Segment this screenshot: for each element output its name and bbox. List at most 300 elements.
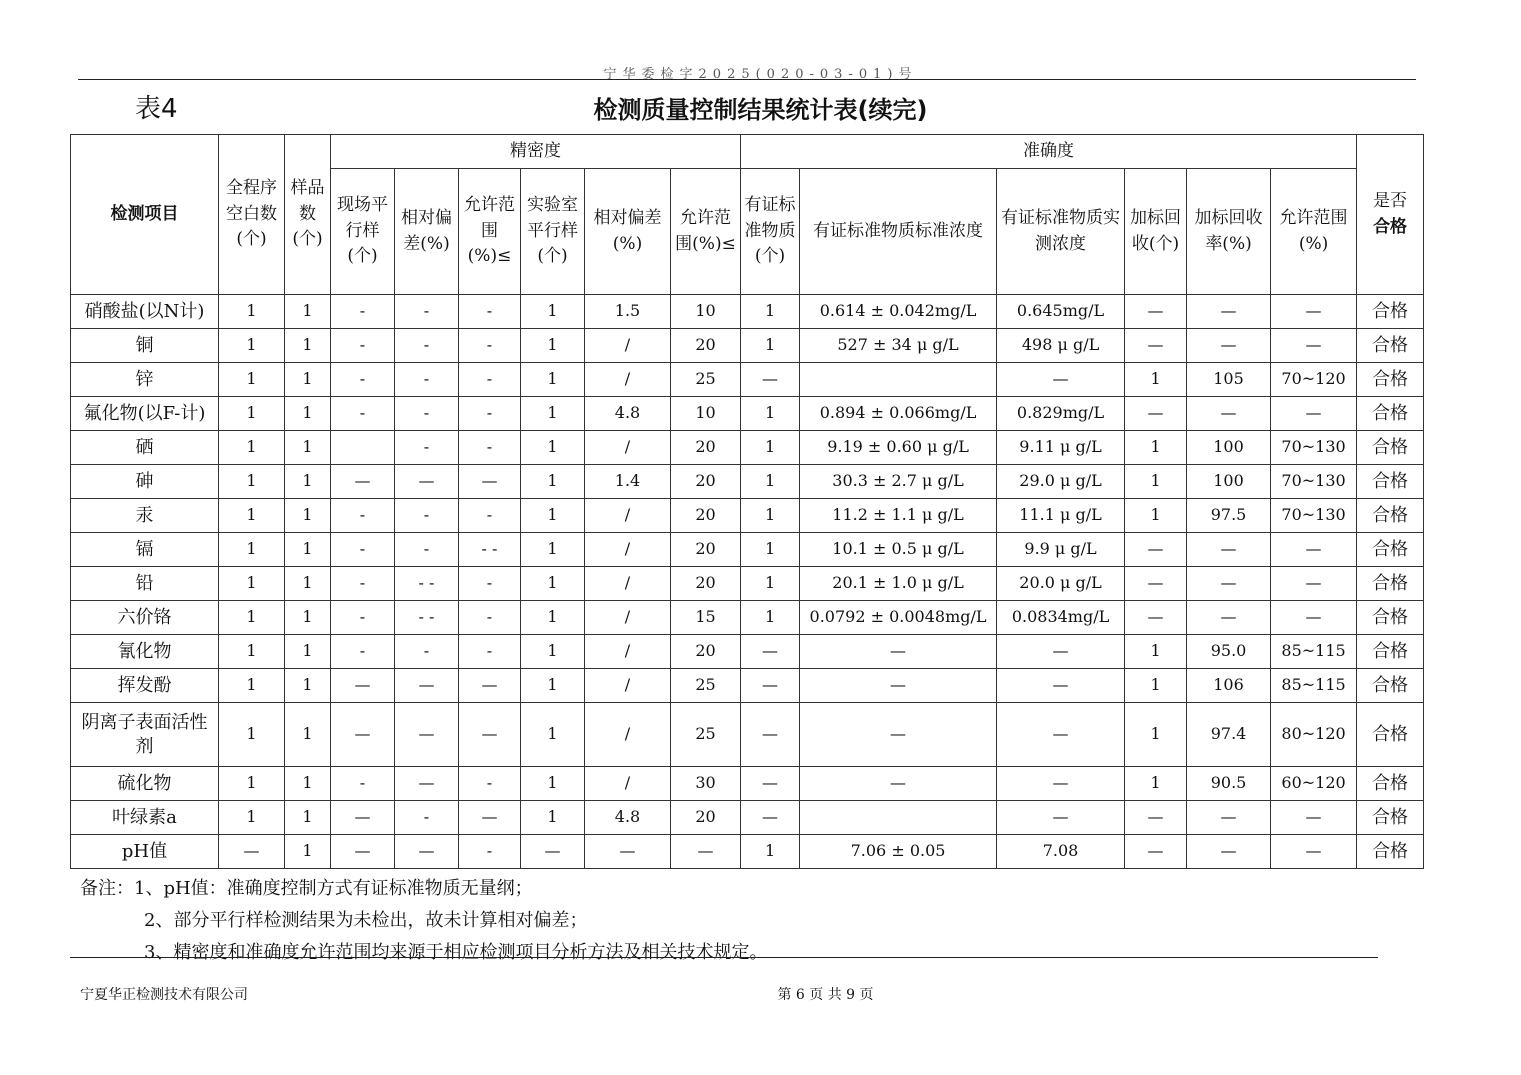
cell-rel: — xyxy=(395,835,459,869)
cell-lab-allow: 15 xyxy=(671,601,741,635)
cell-spike: — xyxy=(1125,801,1187,835)
cell-pass: 合格 xyxy=(1357,465,1424,499)
header-qualified-line2: 合格 xyxy=(1373,216,1408,237)
cell-allow: — xyxy=(459,703,521,767)
cell-field: - xyxy=(331,567,395,601)
cell-crm: — xyxy=(741,703,800,767)
cell-spike-allow: 70~130 xyxy=(1271,431,1357,465)
cell-spike: — xyxy=(1125,601,1187,635)
cell-pass: 合格 xyxy=(1357,835,1424,869)
cell-lab: 1 xyxy=(521,533,585,567)
cell-field: — xyxy=(331,801,395,835)
cell-crm: 1 xyxy=(741,329,800,363)
cell-spike-allow: — xyxy=(1271,295,1357,329)
cell-rel: - xyxy=(395,363,459,397)
cell-recovery: — xyxy=(1187,835,1271,869)
cell-blank: 1 xyxy=(219,767,285,801)
header-crm-std: 有证标准物质标准浓度 xyxy=(800,169,997,295)
cell-crm-meas: 0.829mg/L xyxy=(997,397,1125,431)
cell-lab-rel: 1.4 xyxy=(585,465,671,499)
cell-rel: - xyxy=(395,295,459,329)
cell-crm-std xyxy=(800,363,997,397)
note-line: 3、精密度和准确度允许范围均来源于相应检测项目分析方法及相关技术规定。 xyxy=(144,942,768,963)
cell-samples: 1 xyxy=(285,465,331,499)
cell-lab: 1 xyxy=(521,363,585,397)
cell-crm: 1 xyxy=(741,499,800,533)
table-row xyxy=(71,669,1424,703)
cell-lab: 1 xyxy=(521,295,585,329)
cell-rel: - xyxy=(395,397,459,431)
cell-field: — xyxy=(331,703,395,767)
cell-lab-rel: 1.5 xyxy=(585,295,671,329)
cell-recovery: — xyxy=(1187,567,1271,601)
cell-field: - xyxy=(331,499,395,533)
cell-field: - xyxy=(331,363,395,397)
cell-spike: 1 xyxy=(1125,669,1187,703)
cell-spike-allow: 85~115 xyxy=(1271,669,1357,703)
cell-samples: 1 xyxy=(285,431,331,465)
cell-lab-allow: 25 xyxy=(671,703,741,767)
cell-allow: - xyxy=(459,635,521,669)
cell-pass: 合格 xyxy=(1357,295,1424,329)
footer-company: 宁夏华正检测技术有限公司 xyxy=(80,987,248,1003)
cell-blank: 1 xyxy=(219,635,285,669)
cell-field: — xyxy=(331,669,395,703)
cell-rel: - xyxy=(395,499,459,533)
cell-spike: — xyxy=(1125,397,1187,431)
cell-lab-rel: 4.8 xyxy=(585,801,671,835)
cell-rel: - - xyxy=(395,567,459,601)
report-code: 宁华委检字2025(020-03-01)号 xyxy=(603,67,918,82)
table-row xyxy=(71,533,1424,567)
cell-spike: 1 xyxy=(1125,431,1187,465)
cell-recovery: — xyxy=(1187,601,1271,635)
cell-lab: 1 xyxy=(521,431,585,465)
cell-pass: 合格 xyxy=(1357,363,1424,397)
cell-item: 锌 xyxy=(71,363,219,397)
header-spike-allowed: 允许范围(%) xyxy=(1271,169,1357,295)
cell-pass: 合格 xyxy=(1357,669,1424,703)
cell-allow: - xyxy=(459,835,521,869)
cell-allow: - xyxy=(459,329,521,363)
cell-lab-allow: 30 xyxy=(671,767,741,801)
cell-lab-allow: 20 xyxy=(671,567,741,601)
header-lab-rel-dev: 相对偏差(%) xyxy=(585,169,671,295)
cell-lab-rel: / xyxy=(585,669,671,703)
table-row xyxy=(71,363,1424,397)
cell-samples: 1 xyxy=(285,767,331,801)
header-field-parallel: 现场平行样(个) xyxy=(331,169,395,295)
header-sample-count: 样品数(个) xyxy=(285,135,331,295)
cell-samples: 1 xyxy=(285,601,331,635)
cell-rel: - xyxy=(395,635,459,669)
cell-lab-rel: / xyxy=(585,329,671,363)
cell-crm-meas: 29.0 μ g/L xyxy=(997,465,1125,499)
cell-crm-std xyxy=(800,801,997,835)
header-lab-parallel: 实验室平行样(个) xyxy=(521,169,585,295)
cell-spike-allow: 70~130 xyxy=(1271,465,1357,499)
cell-crm-std: 10.1 ± 0.5 μ g/L xyxy=(800,533,997,567)
cell-samples: 1 xyxy=(285,669,331,703)
table-row xyxy=(71,295,1424,329)
cell-blank: 1 xyxy=(219,329,285,363)
cell-lab-rel: / xyxy=(585,363,671,397)
cell-item: 硫化物 xyxy=(71,767,219,801)
cell-rel: — xyxy=(395,767,459,801)
cell-recovery: 100 xyxy=(1187,431,1271,465)
table-row xyxy=(71,703,1424,767)
cell-crm-std: 11.2 ± 1.1 μ g/L xyxy=(800,499,997,533)
header-allowed-range: 允许范围(%)≤ xyxy=(459,169,521,295)
cell-spike: 1 xyxy=(1125,703,1187,767)
cell-pass: 合格 xyxy=(1357,431,1424,465)
cell-lab-allow: 10 xyxy=(671,397,741,431)
table-row xyxy=(71,601,1424,635)
cell-crm-std: 20.1 ± 1.0 μ g/L xyxy=(800,567,997,601)
cell-crm: — xyxy=(741,635,800,669)
cell-lab: 1 xyxy=(521,601,585,635)
cell-spike-allow: — xyxy=(1271,329,1357,363)
table-label: 表4 xyxy=(135,94,178,124)
cell-recovery: — xyxy=(1187,801,1271,835)
cell-crm-meas: — xyxy=(997,703,1125,767)
cell-lab-rel: 4.8 xyxy=(585,397,671,431)
cell-crm-meas: — xyxy=(997,801,1125,835)
cell-field: — xyxy=(331,835,395,869)
table-row xyxy=(71,801,1424,835)
cell-item: 硝酸盐(以N计) xyxy=(71,295,219,329)
cell-spike-allow: — xyxy=(1271,835,1357,869)
cell-pass: 合格 xyxy=(1357,499,1424,533)
cell-lab-rel: / xyxy=(585,703,671,767)
cell-allow: — xyxy=(459,801,521,835)
table-row xyxy=(71,567,1424,601)
cell-crm: 1 xyxy=(741,295,800,329)
cell-blank: — xyxy=(219,835,285,869)
cell-crm-std: 527 ± 34 μ g/L xyxy=(800,329,997,363)
cell-lab-allow: 20 xyxy=(671,465,741,499)
cell-spike-allow: — xyxy=(1271,601,1357,635)
cell-crm-meas: 11.1 μ g/L xyxy=(997,499,1125,533)
cell-item: 硒 xyxy=(71,431,219,465)
cell-recovery: 105 xyxy=(1187,363,1271,397)
note-line: 2、部分平行样检测结果为未检出，故未计算相对偏差； xyxy=(144,910,588,931)
cell-recovery: — xyxy=(1187,533,1271,567)
header-accuracy: 准确度 xyxy=(741,135,1357,169)
cell-field: - xyxy=(331,397,395,431)
cell-lab-allow: 25 xyxy=(671,363,741,397)
cell-lab-allow: 20 xyxy=(671,499,741,533)
cell-lab-rel: — xyxy=(585,835,671,869)
cell-field: — xyxy=(331,465,395,499)
cell-pass: 合格 xyxy=(1357,801,1424,835)
header-divider xyxy=(78,79,1416,80)
cell-field: - xyxy=(331,295,395,329)
header-item: 检测项目 xyxy=(71,135,219,295)
cell-item: 铜 xyxy=(71,329,219,363)
header-crm-measured: 有证标准物质实测浓度 xyxy=(997,169,1125,295)
cell-spike-allow: — xyxy=(1271,567,1357,601)
cell-lab: — xyxy=(521,835,585,869)
cell-crm: — xyxy=(741,363,800,397)
table-row xyxy=(71,635,1424,669)
header-qualified xyxy=(1357,135,1424,295)
cell-rel: — xyxy=(395,465,459,499)
cell-lab: 1 xyxy=(521,801,585,835)
cell-allow: - xyxy=(459,601,521,635)
cell-blank: 1 xyxy=(219,499,285,533)
cell-spike-allow: 70~130 xyxy=(1271,499,1357,533)
cell-pass: 合格 xyxy=(1357,567,1424,601)
cell-crm: 1 xyxy=(741,533,800,567)
cell-lab-allow: 20 xyxy=(671,801,741,835)
cell-samples: 1 xyxy=(285,363,331,397)
cell-item: 铅 xyxy=(71,567,219,601)
cell-item: 挥发酚 xyxy=(71,669,219,703)
cell-lab: 1 xyxy=(521,397,585,431)
cell-lab-allow: 20 xyxy=(671,533,741,567)
cell-lab-rel: / xyxy=(585,431,671,465)
cell-samples: 1 xyxy=(285,533,331,567)
table-row xyxy=(71,499,1424,533)
cell-blank: 1 xyxy=(219,363,285,397)
cell-allow: — xyxy=(459,465,521,499)
cell-lab-allow: 20 xyxy=(671,431,741,465)
cell-rel: — xyxy=(395,703,459,767)
cell-recovery: 100 xyxy=(1187,465,1271,499)
cell-field xyxy=(331,431,395,465)
cell-rel: - xyxy=(395,533,459,567)
cell-recovery: 106 xyxy=(1187,669,1271,703)
cell-lab-rel: / xyxy=(585,567,671,601)
cell-lab: 1 xyxy=(521,635,585,669)
cell-allow: - xyxy=(459,295,521,329)
cell-spike-allow: — xyxy=(1271,801,1357,835)
qc-results-table xyxy=(70,134,1424,869)
cell-crm: — xyxy=(741,767,800,801)
cell-recovery: — xyxy=(1187,397,1271,431)
cell-recovery: 97.5 xyxy=(1187,499,1271,533)
cell-blank: 1 xyxy=(219,601,285,635)
cell-crm-meas: 0.645mg/L xyxy=(997,295,1125,329)
cell-spike: — xyxy=(1125,835,1187,869)
cell-blank: 1 xyxy=(219,397,285,431)
cell-allow: - - xyxy=(459,533,521,567)
cell-rel: — xyxy=(395,669,459,703)
cell-spike: — xyxy=(1125,295,1187,329)
cell-lab-allow: 10 xyxy=(671,295,741,329)
cell-item: 六价铬 xyxy=(71,601,219,635)
cell-item: 氰化物 xyxy=(71,635,219,669)
cell-field: - xyxy=(331,767,395,801)
cell-lab: 1 xyxy=(521,499,585,533)
page-number: 第 6 页 共 9 页 xyxy=(777,987,874,1003)
cell-lab-allow: 25 xyxy=(671,669,741,703)
cell-crm-std: — xyxy=(800,635,997,669)
cell-spike-allow: 80~120 xyxy=(1271,703,1357,767)
cell-item: 氟化物(以F-计) xyxy=(71,397,219,431)
cell-samples: 1 xyxy=(285,329,331,363)
cell-crm: — xyxy=(741,669,800,703)
cell-pass: 合格 xyxy=(1357,767,1424,801)
qc-table-body xyxy=(71,295,1424,869)
cell-crm: — xyxy=(741,801,800,835)
cell-spike-allow: — xyxy=(1271,397,1357,431)
cell-crm-meas: 9.11 μ g/L xyxy=(997,431,1125,465)
cell-item: 阴离子表面活性剂 xyxy=(71,703,219,767)
cell-lab-allow: 20 xyxy=(671,329,741,363)
cell-samples: 1 xyxy=(285,499,331,533)
header-lab-allowed: 允许范围(%)≤ xyxy=(671,169,741,295)
cell-spike: — xyxy=(1125,329,1187,363)
cell-allow: - xyxy=(459,767,521,801)
cell-item: 砷 xyxy=(71,465,219,499)
cell-crm-std: 9.19 ± 0.60 μ g/L xyxy=(800,431,997,465)
cell-lab-rel: / xyxy=(585,499,671,533)
cell-blank: 1 xyxy=(219,703,285,767)
cell-lab: 1 xyxy=(521,567,585,601)
cell-lab: 1 xyxy=(521,767,585,801)
cell-crm: 1 xyxy=(741,431,800,465)
table-row xyxy=(71,835,1424,869)
cell-crm-std: 0.894 ± 0.066mg/L xyxy=(800,397,997,431)
cell-spike: 1 xyxy=(1125,635,1187,669)
cell-blank: 1 xyxy=(219,431,285,465)
cell-spike-allow: 60~120 xyxy=(1271,767,1357,801)
cell-rel: - xyxy=(395,801,459,835)
cell-pass: 合格 xyxy=(1357,601,1424,635)
cell-crm-std: 30.3 ± 2.7 μ g/L xyxy=(800,465,997,499)
cell-pass: 合格 xyxy=(1357,703,1424,767)
cell-pass: 合格 xyxy=(1357,329,1424,363)
cell-spike-allow: 85~115 xyxy=(1271,635,1357,669)
cell-spike: 1 xyxy=(1125,767,1187,801)
notes xyxy=(80,873,767,969)
cell-samples: 1 xyxy=(285,703,331,767)
cell-lab-rel: / xyxy=(585,533,671,567)
table-row xyxy=(71,767,1424,801)
cell-lab: 1 xyxy=(521,329,585,363)
cell-item: 叶绿素a xyxy=(71,801,219,835)
cell-crm-std: 0.614 ± 0.042mg/L xyxy=(800,295,997,329)
cell-blank: 1 xyxy=(219,669,285,703)
header-rel-dev: 相对偏差(%) xyxy=(395,169,459,295)
table-row xyxy=(71,397,1424,431)
cell-crm-std: — xyxy=(800,669,997,703)
cell-crm: 1 xyxy=(741,835,800,869)
cell-recovery: 95.0 xyxy=(1187,635,1271,669)
cell-crm-meas: — xyxy=(997,635,1125,669)
cell-crm-meas: 7.08 xyxy=(997,835,1125,869)
cell-rel: - xyxy=(395,431,459,465)
cell-spike: — xyxy=(1125,533,1187,567)
cell-crm-meas: 0.0834mg/L xyxy=(997,601,1125,635)
cell-allow: - xyxy=(459,431,521,465)
cell-samples: 1 xyxy=(285,801,331,835)
cell-lab-allow: — xyxy=(671,835,741,869)
cell-lab-rel: / xyxy=(585,767,671,801)
header-precision: 精密度 xyxy=(331,135,741,169)
cell-samples: 1 xyxy=(285,835,331,869)
cell-lab: 1 xyxy=(521,669,585,703)
header-crm-count: 有证标准物质(个) xyxy=(741,169,800,295)
header-spike-recovery: 加标回收率(%) xyxy=(1187,169,1271,295)
cell-crm: 1 xyxy=(741,601,800,635)
cell-blank: 1 xyxy=(219,533,285,567)
cell-samples: 1 xyxy=(285,567,331,601)
cell-rel: - - xyxy=(395,601,459,635)
cell-recovery: 97.4 xyxy=(1187,703,1271,767)
cell-recovery: 90.5 xyxy=(1187,767,1271,801)
table-row xyxy=(71,431,1424,465)
footer-divider xyxy=(70,957,1378,958)
cell-crm-meas: — xyxy=(997,363,1125,397)
cell-allow: — xyxy=(459,669,521,703)
cell-blank: 1 xyxy=(219,295,285,329)
cell-spike: 1 xyxy=(1125,499,1187,533)
cell-lab: 1 xyxy=(521,465,585,499)
cell-spike: 1 xyxy=(1125,465,1187,499)
cell-allow: - xyxy=(459,567,521,601)
cell-allow: - xyxy=(459,499,521,533)
cell-spike-allow: — xyxy=(1271,533,1357,567)
cell-blank: 1 xyxy=(219,567,285,601)
cell-crm-meas: 9.9 μ g/L xyxy=(997,533,1125,567)
cell-item: 镉 xyxy=(71,533,219,567)
cell-crm-meas: 20.0 μ g/L xyxy=(997,567,1125,601)
cell-spike-allow: 70~120 xyxy=(1271,363,1357,397)
cell-lab-rel: / xyxy=(585,635,671,669)
cell-recovery: — xyxy=(1187,295,1271,329)
note-line: 备注：1、pH值：准确度控制方式有证标准物质无量纲； xyxy=(80,878,533,899)
cell-field: - xyxy=(331,601,395,635)
cell-lab-allow: 20 xyxy=(671,635,741,669)
cell-lab: 1 xyxy=(521,703,585,767)
cell-lab-rel: / xyxy=(585,601,671,635)
cell-spike: 1 xyxy=(1125,363,1187,397)
header-qualified-line1: 是否 xyxy=(1373,191,1408,211)
cell-blank: 1 xyxy=(219,801,285,835)
cell-rel: - xyxy=(395,329,459,363)
cell-recovery: — xyxy=(1187,329,1271,363)
cell-crm: 1 xyxy=(741,567,800,601)
cell-pass: 合格 xyxy=(1357,397,1424,431)
cell-item: 汞 xyxy=(71,499,219,533)
page-title: 检测质量控制结果统计表(续完) xyxy=(593,96,928,124)
cell-allow: - xyxy=(459,363,521,397)
cell-crm-meas: 498 μ g/L xyxy=(997,329,1125,363)
cell-crm-std: 0.0792 ± 0.0048mg/L xyxy=(800,601,997,635)
cell-pass: 合格 xyxy=(1357,635,1424,669)
cell-crm-std: — xyxy=(800,703,997,767)
table-row xyxy=(71,329,1424,363)
cell-spike: — xyxy=(1125,567,1187,601)
cell-crm-meas: — xyxy=(997,669,1125,703)
cell-item: pH值 xyxy=(71,835,219,869)
cell-crm-std: — xyxy=(800,767,997,801)
cell-blank: 1 xyxy=(219,465,285,499)
cell-field: - xyxy=(331,635,395,669)
cell-field: - xyxy=(331,533,395,567)
cell-field: - xyxy=(331,329,395,363)
table-row xyxy=(71,465,1424,499)
cell-pass: 合格 xyxy=(1357,533,1424,567)
header-spike-count: 加标回收(个) xyxy=(1125,169,1187,295)
cell-crm: 1 xyxy=(741,397,800,431)
cell-samples: 1 xyxy=(285,295,331,329)
cell-crm-meas: — xyxy=(997,767,1125,801)
cell-crm: 1 xyxy=(741,465,800,499)
